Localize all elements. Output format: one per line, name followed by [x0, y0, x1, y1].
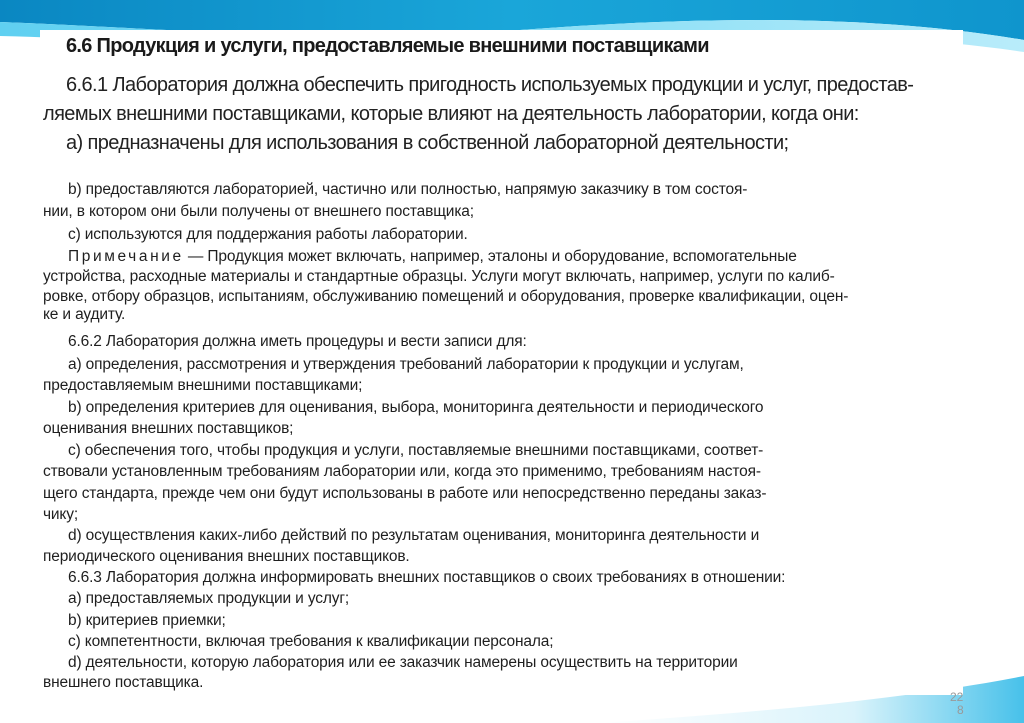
- p661-line-1: 6.6.1 Лаборатория должна обеспечить пригодность используемых продукции и услуг, предостав-: [66, 74, 914, 96]
- note-first-rest: — Продукция может включать, например, эталоны и оборудование, вспомогательные: [183, 248, 797, 265]
- p662-line-11: периодического оценивания внешних поставщиков.: [43, 548, 410, 565]
- document-page: [40, 30, 963, 695]
- section-heading: 6.6 Продукция и услуги, предоставляемые внешними поставщиками: [66, 35, 709, 57]
- p662-line-2: a) определения, рассмотрения и утверждения требований лаборатории к продукции и услугам,: [68, 356, 744, 373]
- item-c: с) используются для поддержания работы лаборатории.: [68, 226, 468, 243]
- slide-number-line-2: 8: [957, 703, 964, 717]
- p662-line-6: с) обеспечения того, чтобы продукция и услуги, поставляемые внешними поставщиками, соответ-: [68, 442, 764, 459]
- note-line-2: устройства, расходные материалы и стандартные образцы. Услуги могут включать, например, услуги по калиб-: [43, 268, 835, 285]
- p661-line-3: а) предназначены для использования в собственной лабораторной деятельности;: [66, 132, 789, 154]
- p662-line-3: предоставляемым внешними поставщиками;: [43, 377, 363, 394]
- p662-line-7: ствовали установленным требованиям лаборатории или, когда это применимо, требованиям настоя-: [43, 463, 761, 480]
- slide-number: [950, 691, 978, 717]
- slide-number-line-1: 22: [950, 690, 964, 704]
- p663-line-3: b) критериев приемки;: [68, 612, 226, 629]
- p662-line-9: чику;: [43, 506, 78, 523]
- p662-line-5: оценивания внешних поставщиков;: [43, 420, 294, 437]
- note-first-line: [68, 248, 797, 266]
- p663-line-1: 6.6.3 Лаборатория должна информировать внешних поставщиков о своих требованиях в отношении:: [68, 569, 786, 586]
- p662-line-4: b) определения критериев для оценивания, выбора, мониторинга деятельности и периодического: [68, 399, 764, 416]
- p662-line-1: 6.6.2 Лаборатория должна иметь процедуры и вести записи для:: [68, 333, 527, 350]
- item-b-line-1: b) предоставляются лабораторией, частично или полностью, напрямую заказчику в том состоя-: [68, 181, 748, 198]
- p663-line-6: внешнего поставщика.: [43, 674, 204, 691]
- p662-line-10: d) осуществления каких-либо действий по результатам оценивания, мониторинга деятельности и: [68, 527, 760, 544]
- note-line-3: ровке, отбору образцов, испытаниям, обслуживанию помещений и оборудования, проверке квалификации, оцен-: [43, 288, 849, 305]
- p661-line-2: ляемых внешними поставщиками, которые влияют на деятельность лаборатории, когда они:: [43, 103, 859, 125]
- note-label: Примечание: [68, 248, 184, 265]
- p663-line-5: d) деятельности, которую лаборатория или ее заказчик намерены осуществить на территории: [68, 654, 738, 671]
- item-b-line-2: нии, в котором они были получены от внешнего поставщика;: [43, 203, 474, 220]
- note-line-4: ке и аудиту.: [43, 306, 126, 323]
- p663-line-2: а) предоставляемых продукции и услуг;: [68, 590, 349, 607]
- p662-line-8: щего стандарта, прежде чем они будут использованы в работе или непосредственно переданы заказ-: [43, 485, 767, 502]
- p663-line-4: с) компетентности, включая требования к квалификации персонала;: [68, 633, 554, 650]
